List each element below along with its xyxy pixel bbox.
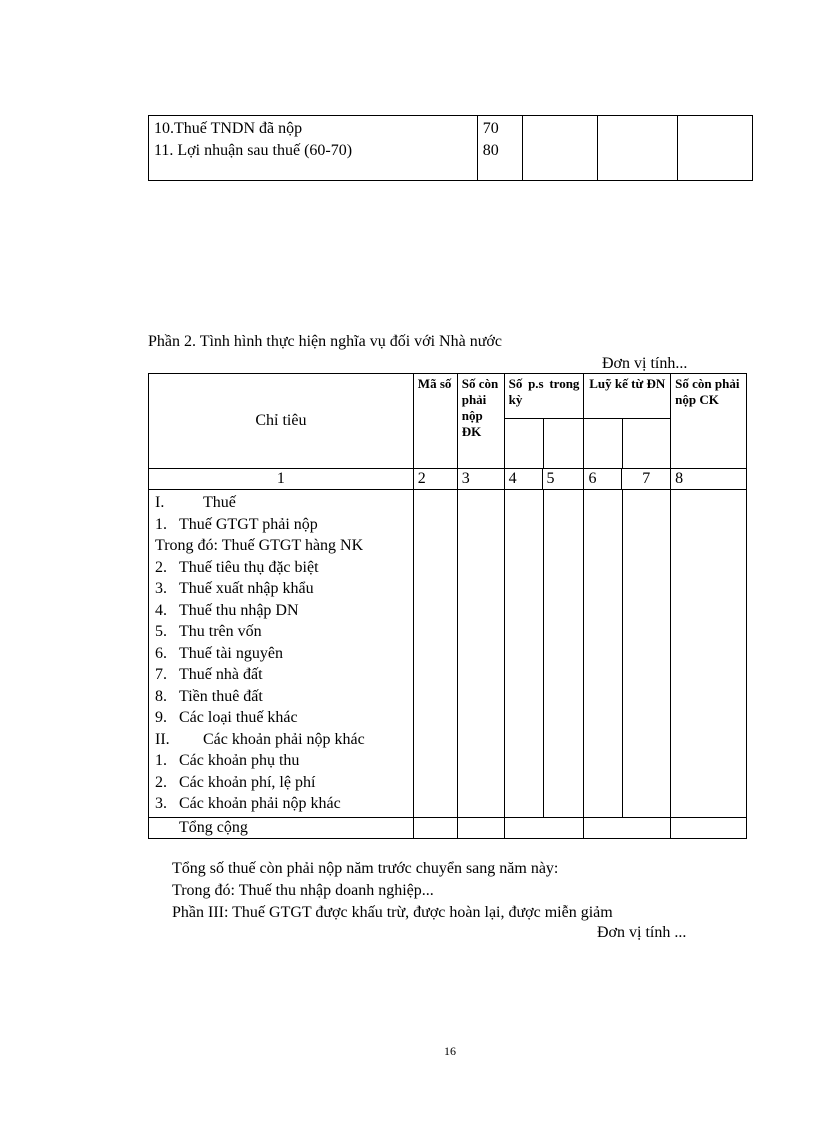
total-row [149, 817, 747, 838]
list-item: 8. Tiền thuê đất [155, 687, 263, 705]
data-cell [584, 817, 671, 838]
note-line: Trong đó: Thuế thu nhập doanh nghiệp... [172, 882, 434, 899]
column-divider [543, 418, 544, 468]
data-cell [504, 817, 584, 838]
header-so-ps-trong-ky [504, 374, 584, 469]
header-luy-ke [584, 374, 671, 469]
unit-label: Đơn vị tính... [602, 355, 688, 372]
top-table-empty-cell [522, 116, 597, 181]
notes [172, 858, 613, 924]
row-label-10: 10.Thuế TNDN đã nộp [154, 120, 303, 137]
obligations-table [148, 373, 747, 839]
header-ma-so: Mã số [413, 374, 457, 469]
data-cell [504, 490, 584, 818]
col-num: 7 [622, 469, 671, 490]
list-item: I. Thuế [155, 494, 236, 511]
list-item: 2. Thuế tiêu thụ đặc biệt [155, 558, 319, 576]
list-item: Trong đó: Thuế GTGT hàng NK [155, 537, 364, 554]
column-number-row [149, 469, 747, 490]
col-num: 6 [584, 469, 622, 490]
header-so-ps-trong-ky-text: Số p.s trong kỳ [508, 376, 580, 407]
col-num: 8 [671, 469, 747, 490]
list-item: 7. Thuế nhà đất [155, 666, 263, 683]
data-cell [671, 490, 747, 818]
page-number: 16 [444, 1044, 456, 1058]
top-table-label-cell [149, 116, 478, 181]
top-table [148, 115, 753, 181]
data-cell [413, 490, 457, 818]
top-table-empty-cell [678, 116, 753, 181]
header-chi-tieu: Chỉ tiêu [149, 374, 414, 469]
data-cell [671, 817, 747, 838]
header-so-con-phai-nop-dk: Số còn phải nộp ĐK [457, 374, 504, 469]
list-item: 3. Các khoản phải nộp khác [155, 795, 341, 812]
top-table-empty-cell [598, 116, 678, 181]
items-list [149, 490, 414, 818]
column-divider [543, 490, 544, 818]
col-num: 4 [504, 469, 542, 490]
list-item: 2. Các khoản phí, lệ phí [155, 773, 316, 791]
header-divider [505, 418, 584, 419]
header-so-con-phai-nop-ck: Số còn phải nộp CK [671, 374, 747, 469]
list-item: 3. Thuế xuất nhập khẩu [155, 580, 314, 597]
data-cell [584, 490, 671, 818]
unit-label: Đơn vị tính ... [597, 924, 687, 941]
list-item: 1. Thuế GTGT phải nộp [155, 515, 318, 533]
data-cell [413, 817, 457, 838]
section2-title: Phần 2. Tình hình thực hiện nghĩa vụ đối với Nhà nước [148, 333, 502, 350]
note-line: Tổng số thuế còn phải nộp năm trước chuyển sang năm này: [172, 860, 559, 877]
list-item: II. Các khoản phải nộp khác [155, 730, 365, 748]
col-num: 3 [457, 469, 504, 490]
list-item: 6. Thuế tài nguyên [155, 644, 283, 662]
column-divider [622, 418, 623, 468]
data-cell [457, 817, 504, 838]
header-luy-ke-text: Luỹ kế từ ĐN [589, 376, 666, 391]
data-cell [457, 490, 504, 818]
note-line: Phần III: Thuế GTGT được khấu trừ, được hoàn lại, được miễn giảm [172, 904, 613, 921]
col-num: 5 [542, 469, 584, 490]
col-num: 1 [149, 469, 414, 490]
list-item: 9. Các loại thuế khác [155, 709, 298, 726]
list-item: 5. Thu trên vốn [155, 623, 262, 640]
row-label-11: 11. Lợi nhuận sau thuế (60-70) [154, 142, 353, 159]
row-code-11: 80 [482, 142, 499, 159]
list-item: 1. Các khoản phụ thu [155, 752, 300, 769]
col-num: 2 [413, 469, 457, 490]
column-divider [622, 490, 623, 818]
header-divider [584, 418, 670, 419]
list-item: 4. Thuế thu nhập DN [155, 601, 299, 619]
items-row [149, 490, 747, 818]
top-table-code-cell [477, 116, 522, 181]
total-label: Tổng cộng [149, 817, 414, 838]
row-code-10: 70 [482, 120, 499, 137]
